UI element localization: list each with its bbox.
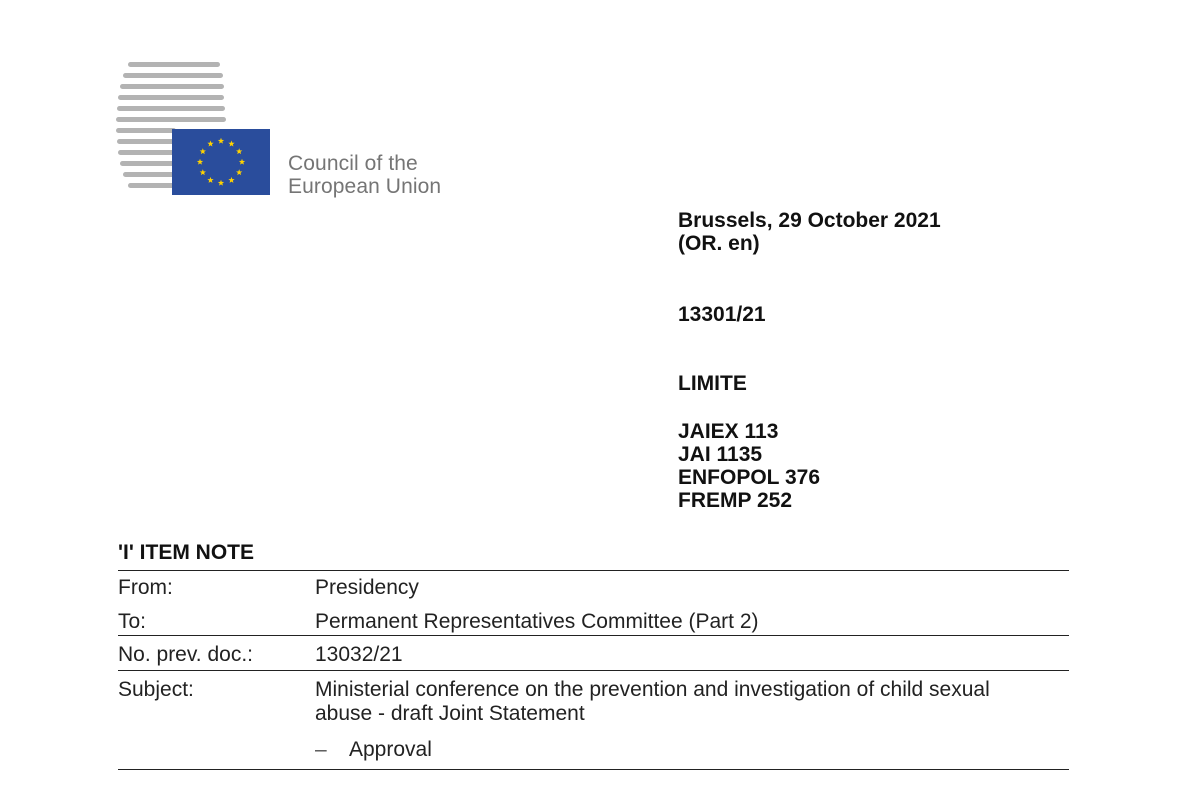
dash-bullet: –: [315, 738, 327, 761]
from-value: Presidency: [315, 576, 419, 599]
eu-flag-icon: [172, 129, 270, 195]
file-code: JAI 1135: [678, 443, 763, 466]
prev-doc-value: 13032/21: [315, 643, 403, 666]
to-label: To:: [118, 610, 147, 633]
note-title: 'I' ITEM NOTE: [118, 541, 254, 564]
from-row: [118, 571, 1069, 600]
place-date-block: [678, 209, 941, 255]
file-code: FREMP 252: [678, 489, 792, 512]
from-label: From:: [118, 576, 173, 599]
council-name-line2: European Union: [288, 175, 442, 198]
subject-value: [315, 678, 1069, 762]
prev-doc-row: [118, 635, 1069, 670]
council-name: [288, 152, 441, 198]
file-code: ENFOPOL 376: [678, 466, 820, 489]
council-logo: [116, 62, 476, 202]
file-codes: [678, 420, 820, 512]
approval-item: [315, 738, 1069, 762]
routing-table: [118, 570, 1069, 770]
to-row: [118, 600, 1069, 635]
classification-marking: LIMITE: [678, 372, 747, 395]
place-date: Brussels, 29 October 2021: [678, 209, 941, 232]
file-code: JAIEX 113: [678, 420, 779, 443]
subject-row: [118, 670, 1069, 769]
original-language: (OR. en): [678, 232, 760, 255]
to-value: Permanent Representatives Committee (Part 2): [315, 610, 759, 633]
subject-line: Ministerial conference on the prevention and investigation of child sexual: [315, 678, 990, 701]
document-number: 13301/21: [678, 303, 766, 326]
subject-label: Subject:: [118, 678, 194, 701]
approval-text: Approval: [349, 738, 432, 761]
subject-line: abuse - draft Joint Statement: [315, 702, 585, 725]
council-name-line1: Council of the: [288, 152, 418, 175]
prev-doc-label: No. prev. doc.:: [118, 643, 254, 666]
